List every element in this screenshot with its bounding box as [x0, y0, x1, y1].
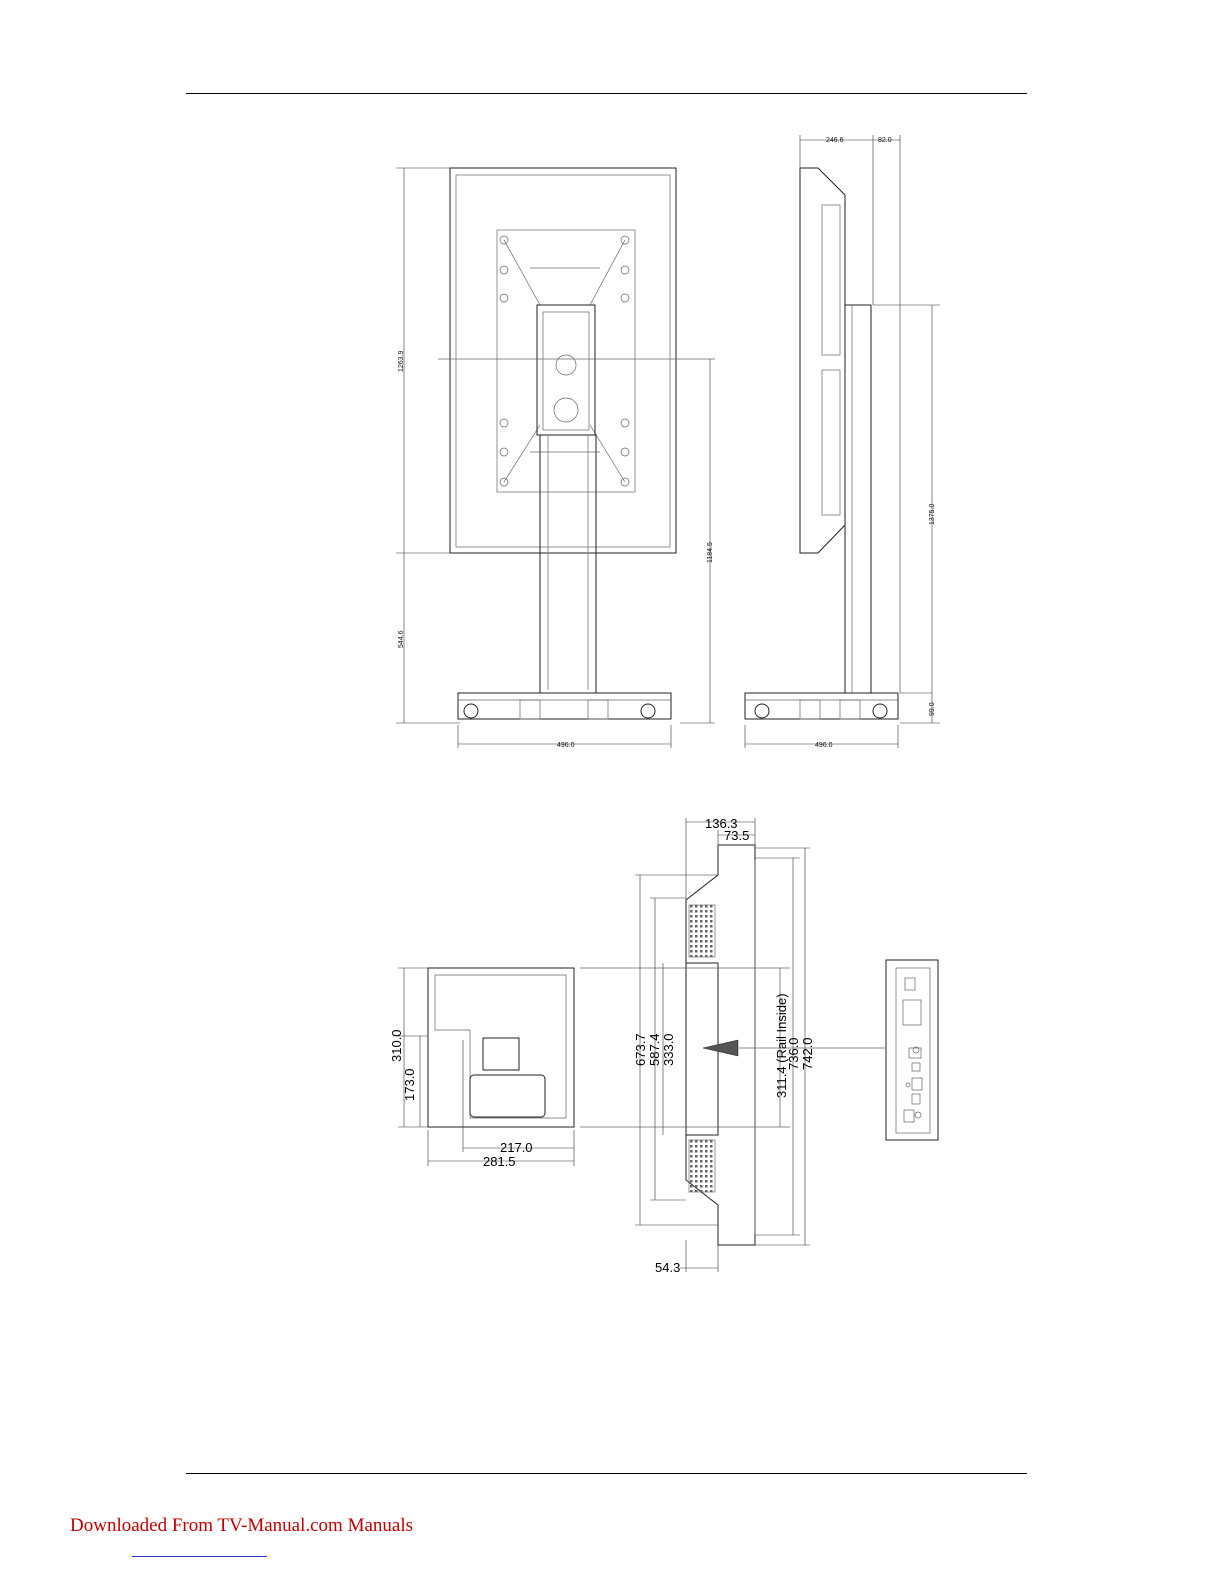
- rear-view-drawing: [398, 968, 574, 1166]
- side-offset-label: 82.0: [878, 137, 892, 144]
- top-depth-label: 136.3: [705, 816, 738, 831]
- footer-download-link[interactable]: Downloaded From TV-Manual.com Manuals: [70, 1515, 414, 1536]
- h4-label: 736.0: [786, 1037, 801, 1070]
- side-depth-label: 246.6: [826, 137, 844, 144]
- rear-sub-height-label: 173.0: [402, 1068, 417, 1101]
- bottom-depth-label: 54.3: [655, 1260, 681, 1275]
- footer-link-underline: [132, 1556, 267, 1557]
- stand-height-label: 1184.5: [707, 542, 714, 563]
- side-width-label: 496.0: [815, 742, 833, 749]
- connector-panel-drawing: [886, 960, 938, 1140]
- rear-height-label: 310.0: [389, 1029, 404, 1062]
- lower-height-label: 544.6: [398, 630, 405, 648]
- front-width-label: 496.0: [557, 742, 575, 749]
- h1-label: 673.7: [633, 1033, 648, 1066]
- rail-label: 311.4 (Rail Inside): [774, 993, 789, 1098]
- h2-label: 587.4: [647, 1033, 662, 1066]
- front-view-drawing: [396, 168, 715, 748]
- rear-inner-width-label: 217.0: [500, 1140, 533, 1155]
- h5-label: 742.0: [800, 1037, 815, 1070]
- top-depth-inner-label: 73.5: [724, 828, 750, 843]
- side-view-drawing: [745, 135, 940, 748]
- side-height-label: 1375.0: [929, 503, 936, 525]
- rear-width-label: 281.5: [483, 1154, 516, 1169]
- bottom-side-drawing: [580, 818, 885, 1272]
- base-height-label: 99.0: [929, 702, 936, 716]
- front-height-label: 1263.9: [398, 350, 405, 372]
- h3-label: 333.0: [661, 1033, 676, 1066]
